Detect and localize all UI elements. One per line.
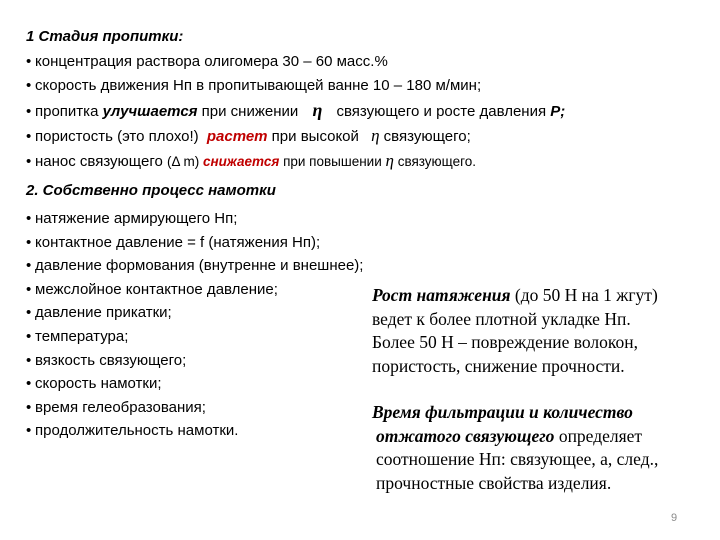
note-text: (до 50 Н на 1 жгут) [510, 285, 658, 305]
note-line: прочностные свойства изделия. [376, 472, 612, 493]
item-text: давление прикатки; [35, 304, 172, 322]
item-text: при снижении [197, 103, 303, 120]
list-item [26, 149, 565, 174]
list-item [26, 124, 565, 149]
note-emphasis: отжатого связующего [376, 425, 555, 446]
bullet-icon: • [26, 327, 32, 345]
item-text: пропитка [35, 103, 103, 120]
bullet-icon: • [26, 233, 32, 251]
bullet-icon: • [26, 103, 32, 120]
list-item [26, 301, 363, 325]
item-text: концентрация раствора олигомера 30 – 60 масс.% [35, 53, 388, 70]
bullet-icon: • [26, 210, 32, 227]
item-text: пористость (это плохо!) [35, 128, 203, 145]
item-text: контактное давление = f (натяжения Нп); [35, 233, 321, 251]
item-text: давление формования (внутренне и внешнее); [35, 257, 364, 275]
note-line: Более 50 Н – повреждение волокон, [372, 332, 639, 352]
section2-list [26, 207, 363, 443]
bullet-icon: • [26, 422, 32, 440]
bullet-icon: • [26, 153, 32, 170]
note-line: пористость, снижение прочности. [372, 355, 625, 376]
bullet-icon: • [26, 398, 32, 416]
note-line: соотношение Нп: связующее, а, след., [376, 449, 659, 469]
item-emphasis: улучшается [102, 103, 198, 120]
note-line [372, 425, 658, 449]
item-text: межслойное контактное давление; [35, 280, 278, 298]
bullet-icon: • [26, 128, 32, 145]
item-text: натяжение армирующего Нп; [35, 210, 238, 227]
bullet-icon: • [26, 280, 32, 298]
note-line: ведет к более плотной укладке Нп. [372, 308, 631, 329]
note-tension [372, 284, 658, 378]
list-item [26, 254, 363, 278]
note-filtration [372, 401, 658, 495]
note-emphasis: Рост натяжения [372, 285, 511, 305]
list-item [26, 419, 363, 443]
section1-list [26, 50, 565, 174]
bullet-icon: • [26, 53, 32, 70]
list-item [26, 278, 363, 302]
list-item [26, 325, 363, 349]
bullet-icon: • [26, 77, 32, 94]
item-text: вязкость связующего; [35, 351, 187, 369]
item-text: при повышении [279, 154, 386, 169]
bullet-icon: • [26, 304, 32, 322]
item-text: связующего; [379, 128, 471, 145]
list-item [26, 372, 363, 396]
item-text: (Δ m) [166, 154, 200, 169]
list-item [26, 50, 565, 74]
item-emphasis-red: растет [206, 128, 268, 145]
bullet-icon: • [26, 351, 32, 369]
note-line [372, 284, 658, 308]
item-text: температура; [35, 327, 129, 345]
section1-title: 1 Стадия пропитки: [26, 28, 184, 45]
item-text: связующего. [393, 154, 477, 169]
list-item [26, 98, 565, 124]
item-text: скорость движения Нп в пропитывающей ванне 10 – 180 м/мин; [35, 77, 482, 94]
item-text: при высокой [267, 128, 364, 145]
item-emphasis-red: снижается [199, 154, 280, 169]
item-emphasis: P; [550, 103, 566, 120]
item-text: скорость намотки; [35, 375, 162, 393]
item-text: связующего и росте давления [332, 103, 551, 120]
note-text: определяет [554, 425, 643, 446]
list-item [26, 74, 565, 98]
eta-symbol: η [312, 100, 323, 120]
bullet-icon: • [26, 257, 32, 275]
section2-title: 2. Собственно процесс намотки [26, 182, 276, 199]
eta-symbol: η [385, 151, 394, 170]
item-text: продолжительность намотки. [35, 422, 239, 440]
bullet-icon: • [26, 375, 32, 393]
eta-symbol: η [371, 126, 380, 145]
list-item [26, 207, 363, 231]
item-text: время гелеобразования; [35, 398, 206, 416]
page-number: 9 [671, 512, 678, 524]
list-item [26, 396, 363, 420]
list-item [26, 349, 363, 373]
list-item [26, 231, 363, 255]
note-line: Время фильтрации и количество [372, 402, 633, 422]
item-text: нанос связующего [35, 153, 167, 170]
